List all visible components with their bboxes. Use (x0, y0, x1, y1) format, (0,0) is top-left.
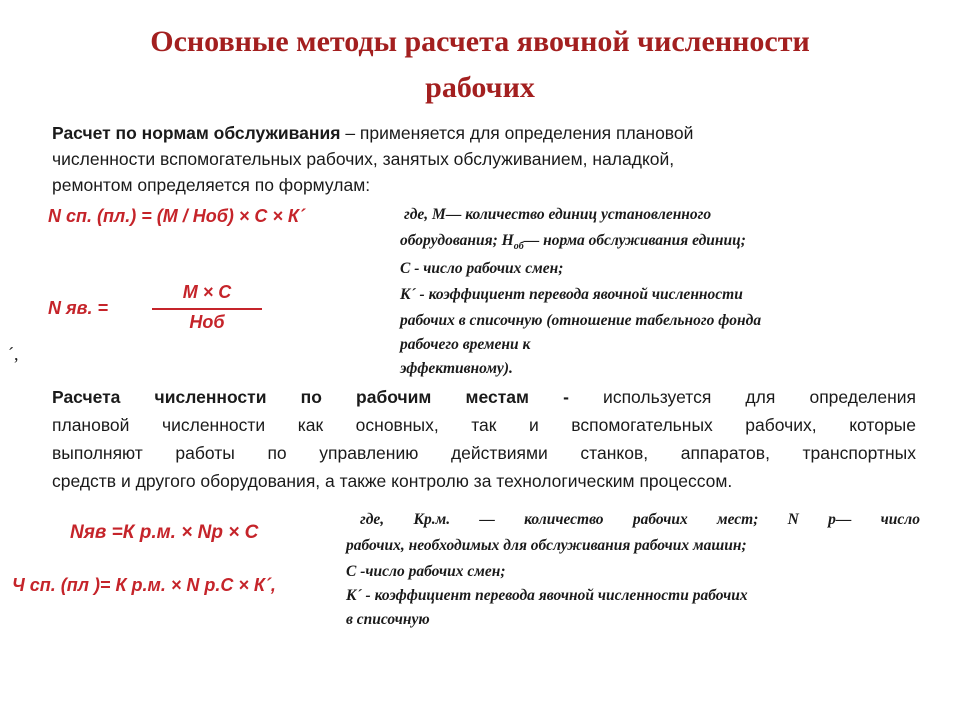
fraction-numerator: М × С (182, 282, 232, 302)
stray-mark: ´, (8, 344, 19, 364)
notes2-line-3: С -число рабочих смен; (346, 563, 506, 580)
fraction-lhs: N яв. = (48, 298, 108, 318)
formula-list-count: N сп. (пл.) = (М / Ноб) × С × К´ (48, 206, 305, 226)
notes1-line-7: эффективному). (400, 360, 513, 377)
formula-attendance-workplaces: Nяв =К р.м. × Nр × С (70, 522, 259, 543)
notes1-line-5: рабочих в списочную (отношение табельного фонда (400, 312, 762, 329)
section1-line-1 (52, 120, 693, 146)
section2-heading: Расчета численности по рабочим местам - (52, 387, 569, 407)
section2-line-3: выполняют работы по управлению действиями станков, аппаратов, транспортных (52, 443, 916, 463)
notes2-line-2: рабочих, необходимых для обслуживания рабочих машин; (346, 537, 747, 554)
formula-list-workplaces: Ч сп. (пл )= К р.м. × N р.С × К´, (12, 575, 276, 595)
notes1-line-2-a: оборудования; Н (400, 232, 514, 249)
notes1-subscript: об (513, 241, 524, 253)
section2-line-4: средств и другого оборудования, а также контролю за технологическим процессом. (52, 471, 733, 491)
section2-line-1-rest: используется для определения (568, 387, 916, 407)
notes2-line-5: в списочную (346, 611, 430, 628)
notes2-line-1: где, Кр.м. — количество рабочих мест; N р— число (360, 511, 920, 528)
section1-line-3: ремонтом определяется по формулам: (52, 175, 371, 195)
notes1-line-6: рабочего времени к (400, 336, 531, 353)
section1-line-1-rest: – применяется для определения плановой (340, 123, 694, 143)
slide-title-line-2: рабочих (425, 71, 535, 104)
notes1-line-2-b: — норма обслуживания единиц; (523, 232, 746, 249)
notes1-line-1: где, М— количество единиц установленного (404, 206, 712, 223)
notes1-line-3: С - число рабочих смен; (400, 260, 564, 277)
formula-attendance-fraction (48, 282, 232, 338)
section2-line-2: плановой численности как основных, так и вспомогательных рабочих, которые (52, 415, 916, 435)
fraction-bar (152, 308, 262, 310)
section1-heading: Расчет по нормам обслуживания (52, 123, 341, 143)
notes1-line-4: К´ - коэффициент перевода явочной численности (400, 286, 743, 303)
fraction-denominator: Ноб (189, 312, 225, 332)
section1-line-2: численности вспомогательных рабочих, занятых обслуживанием, наладкой, (52, 149, 675, 169)
notes2-line-4: К´ - коэффициент перевода явочной численности рабочих (346, 587, 748, 604)
slide-title-line-1: Основные методы расчета явочной численности (150, 25, 810, 58)
section2-line-1 (52, 384, 916, 410)
